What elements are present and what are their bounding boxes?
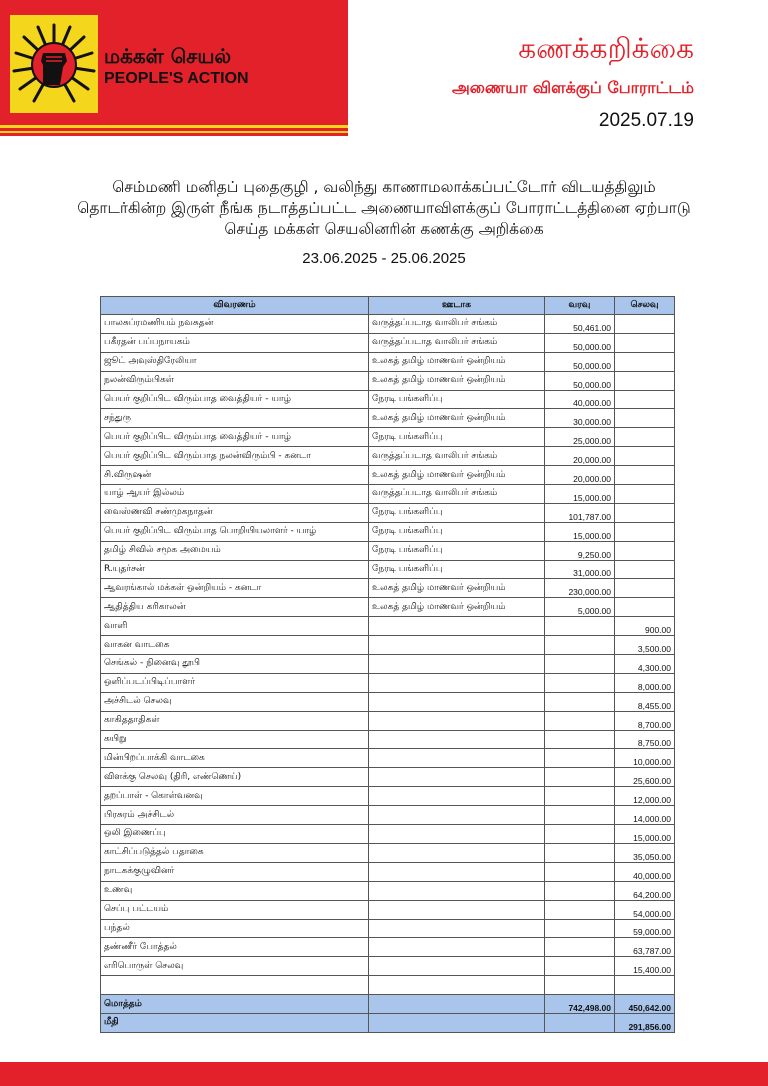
table-row — [101, 957, 675, 976]
expense-cell: 900.00 — [615, 617, 675, 636]
description-cell: ஒளிப்படப்பிடிப்பாளர் — [101, 673, 369, 692]
table-row — [101, 333, 675, 352]
table-row — [101, 598, 675, 617]
table-row — [101, 371, 675, 390]
table-row — [101, 825, 675, 844]
description-cell: விளக்கு செலவு (திரி, எண்ணெய்) — [101, 768, 369, 787]
expense-cell: 8,455.00 — [615, 692, 675, 711]
income-cell — [545, 938, 615, 957]
table-row — [101, 579, 675, 598]
via-cell — [369, 843, 545, 862]
via-cell: நேரடி பங்களிப்பு — [369, 541, 545, 560]
table-row — [101, 711, 675, 730]
via-cell — [369, 806, 545, 825]
table-row — [101, 560, 675, 579]
table-row — [101, 315, 675, 334]
description-cell: காகிததாதிகள் — [101, 711, 369, 730]
via-cell: நேரடி பங்களிப்பு — [369, 390, 545, 409]
expense-cell — [615, 390, 675, 409]
income-cell: 9,250.00 — [545, 541, 615, 560]
column-header-income: வரவு — [545, 297, 615, 315]
income-cell — [545, 787, 615, 806]
income-cell — [545, 843, 615, 862]
via-cell — [369, 749, 545, 768]
description-cell: செப்பு பட்டயம் — [101, 900, 369, 919]
table-row — [101, 768, 675, 787]
table-row — [101, 409, 675, 428]
expense-cell: 4,300.00 — [615, 655, 675, 674]
via-cell — [369, 995, 545, 1014]
table-row — [101, 730, 675, 749]
via-cell — [369, 673, 545, 692]
description-cell: ஆதித்திய கரிகாலன் — [101, 598, 369, 617]
expense-cell: 8,700.00 — [615, 711, 675, 730]
income-cell — [545, 768, 615, 787]
via-cell: உலகத் தமிழ் மாணவர் ஒன்றியம் — [369, 352, 545, 371]
via-cell — [369, 617, 545, 636]
income-cell: 20,000.00 — [545, 466, 615, 485]
description-cell: சி.விருஷன் — [101, 466, 369, 485]
description-cell: காட்சிப்படுத்தல் பதாகை — [101, 843, 369, 862]
via-cell: நேரடி பங்களிப்பு — [369, 522, 545, 541]
report-date: 2025.07.19 — [598, 110, 694, 131]
income-cell — [545, 806, 615, 825]
via-cell: உலகத் தமிழ் மாணவர் ஒன்றியம் — [369, 371, 545, 390]
table-row — [101, 617, 675, 636]
via-cell: நேரடி பங்களிப்பு — [369, 428, 545, 447]
report-subtitle: அணையா விளக்குப் போராட்டம் — [452, 78, 694, 97]
expense-cell — [615, 541, 675, 560]
table-row — [101, 636, 675, 655]
expense-cell: 35,050.00 — [615, 843, 675, 862]
description-cell: நலன்விரும்பிகள் — [101, 371, 369, 390]
description-cell: அச்சிடல் செலவு — [101, 692, 369, 711]
column-header-description: விவரணம் — [101, 297, 369, 315]
description-cell: பெயர் குறிப்பிட விரும்பாத வைத்தியர் - யாழ் — [101, 390, 369, 409]
income-cell — [545, 825, 615, 844]
via-cell — [369, 957, 545, 976]
table-row — [101, 881, 675, 900]
income-cell: 50,461.00 — [545, 315, 615, 334]
table-row — [101, 655, 675, 674]
table-row — [101, 503, 675, 522]
income-cell: 230,000.00 — [545, 579, 615, 598]
table-row — [101, 976, 675, 995]
raised-fist-sunburst-icon — [10, 15, 98, 113]
income-cell — [545, 673, 615, 692]
via-cell — [369, 938, 545, 957]
via-cell — [369, 976, 545, 995]
via-cell — [369, 825, 545, 844]
via-cell: உலகத் தமிழ் மாணவர் ஒன்றியம் — [369, 466, 545, 485]
table-row — [101, 806, 675, 825]
table-row — [101, 900, 675, 919]
via-cell: வருத்தப்படாத வாலிபர் சங்கம் — [369, 333, 545, 352]
description-cell: கயிறு — [101, 730, 369, 749]
heading-line: தொடர்கின்ற இருள் நீங்க நடாத்தப்பட்ட அணையாவிளக்குப் போராட்டத்தினை ஏற்பாடு — [77, 199, 691, 217]
via-cell — [369, 919, 545, 938]
income-cell — [545, 1013, 615, 1032]
income-cell: 15,000.00 — [545, 522, 615, 541]
income-cell — [545, 976, 615, 995]
via-cell: நேரடி பங்களிப்பு — [369, 560, 545, 579]
table-row — [101, 390, 675, 409]
description-cell: பாலசுப்ரமணியம் நவசுதன் — [101, 315, 369, 334]
via-cell — [369, 1013, 545, 1032]
via-cell: உலகத் தமிழ் மாணவர் ஒன்றியம் — [369, 598, 545, 617]
expense-cell: 63,787.00 — [615, 938, 675, 957]
expense-cell: 3,500.00 — [615, 636, 675, 655]
income-cell — [545, 900, 615, 919]
total-row — [101, 995, 675, 1014]
total-expense: 450,642.00 — [615, 995, 675, 1014]
description-cell: ஜூட் அவுஸ்திரேலியா — [101, 352, 369, 371]
table-row — [101, 447, 675, 466]
description-cell: பெயர் குறிப்பிட விரும்பாத வைத்தியர் - யாழ் — [101, 428, 369, 447]
expense-cell: 25,600.00 — [615, 768, 675, 787]
expense-cell — [615, 522, 675, 541]
via-cell — [369, 881, 545, 900]
expense-cell — [615, 466, 675, 485]
table-row — [101, 938, 675, 957]
balance-row — [101, 1013, 675, 1032]
org-name-tamil: மக்கள் செயல் — [104, 44, 232, 68]
description-cell: மின்பிறப்பாக்கி வாடகை — [101, 749, 369, 768]
income-cell — [545, 957, 615, 976]
via-cell — [369, 636, 545, 655]
balance-amount: 291,856.00 — [615, 1013, 675, 1032]
income-cell — [545, 919, 615, 938]
description-cell: எரிபொருள் செலவு — [101, 957, 369, 976]
table-row — [101, 352, 675, 371]
via-cell — [369, 711, 545, 730]
income-cell: 5,000.00 — [545, 598, 615, 617]
expense-cell — [615, 976, 675, 995]
description-cell: ஆவரங்கால் மக்கள் ஒன்றியம் - கனடா — [101, 579, 369, 598]
via-cell: வருத்தப்படாத வாலிபர் சங்கம் — [369, 485, 545, 504]
description-cell: பெயர் குறிப்பிட விரும்பாத நலன்விரும்பி - கனடா — [101, 447, 369, 466]
table-row — [101, 843, 675, 862]
expense-cell: 15,400.00 — [615, 957, 675, 976]
description-cell: தண்ணீர் போத்தல் — [101, 938, 369, 957]
table-row — [101, 673, 675, 692]
heading-line: செய்த மக்கள் செயலினரின் கணக்கு அறிக்கை — [224, 220, 544, 238]
table-row — [101, 541, 675, 560]
expense-cell: 10,000.00 — [615, 749, 675, 768]
expense-cell — [615, 560, 675, 579]
income-cell — [545, 749, 615, 768]
expense-cell: 8,000.00 — [615, 673, 675, 692]
description-cell: உணவு — [101, 881, 369, 900]
footer-banner — [0, 1062, 768, 1086]
description-cell: பந்தல் — [101, 919, 369, 938]
description-cell: பிரசுரம் அச்சிடல் — [101, 806, 369, 825]
expense-cell: 40,000.00 — [615, 862, 675, 881]
via-cell: நேரடி பங்களிப்பு — [369, 503, 545, 522]
income-cell: 101,787.00 — [545, 503, 615, 522]
table-header-row — [101, 297, 675, 315]
header-stripe — [0, 131, 348, 133]
expense-cell — [615, 409, 675, 428]
expense-cell: 12,000.00 — [615, 787, 675, 806]
income-cell — [545, 636, 615, 655]
income-cell — [545, 730, 615, 749]
expense-cell — [615, 447, 675, 466]
description-cell — [101, 976, 369, 995]
expense-cell: 59,000.00 — [615, 919, 675, 938]
table-row — [101, 522, 675, 541]
document-heading — [0, 177, 768, 240]
description-cell: பெயர் குறிப்பிட விரும்பாத பொறியியலாளர் - யாழ் — [101, 522, 369, 541]
income-cell: 25,000.00 — [545, 428, 615, 447]
expense-cell — [615, 485, 675, 504]
via-cell — [369, 862, 545, 881]
description-cell: வாளி — [101, 617, 369, 636]
table-body — [101, 315, 675, 1033]
description-cell: சந்துரு — [101, 409, 369, 428]
heading-line: செம்மணி மனிதப் புதைகுழி , வலிந்து காணாமலாக்கப்பட்டோர் விடயத்திலும் — [112, 178, 656, 196]
report-title: கணக்கறிக்கை — [518, 32, 694, 65]
description-cell: வைஸ்ணவி சண்முகநாதன் — [101, 503, 369, 522]
expense-cell: 54,000.00 — [615, 900, 675, 919]
via-cell — [369, 692, 545, 711]
table-row — [101, 466, 675, 485]
expense-cell — [615, 371, 675, 390]
accounts-table — [100, 296, 675, 1033]
expense-cell — [615, 333, 675, 352]
via-cell: வருத்தப்படாத வாலிபர் சங்கம் — [369, 447, 545, 466]
income-cell: 31,000.00 — [545, 560, 615, 579]
income-cell — [545, 655, 615, 674]
expense-cell: 14,000.00 — [615, 806, 675, 825]
table-row — [101, 692, 675, 711]
via-cell — [369, 730, 545, 749]
income-cell: 50,000.00 — [545, 352, 615, 371]
income-cell: 50,000.00 — [545, 333, 615, 352]
org-name-english: PEOPLE'S ACTION — [104, 70, 249, 87]
table-row — [101, 428, 675, 447]
expense-cell — [615, 598, 675, 617]
income-cell — [545, 711, 615, 730]
header-stripe — [0, 125, 348, 128]
description-cell: யாழ் ஆயர் இல்லம் — [101, 485, 369, 504]
expense-cell — [615, 315, 675, 334]
expense-cell — [615, 352, 675, 371]
via-cell — [369, 655, 545, 674]
table-row — [101, 485, 675, 504]
expense-cell — [615, 503, 675, 522]
balance-label: மீதி — [101, 1013, 369, 1032]
expense-cell: 15,000.00 — [615, 825, 675, 844]
income-cell: 50,000.00 — [545, 371, 615, 390]
income-cell: 15,000.00 — [545, 485, 615, 504]
income-cell — [545, 881, 615, 900]
income-cell — [545, 862, 615, 881]
description-cell: நாடகக்குழுவினர் — [101, 862, 369, 881]
income-cell — [545, 617, 615, 636]
income-cell: 20,000.00 — [545, 447, 615, 466]
description-cell: தறப்பாள் - கொள்வனவு — [101, 787, 369, 806]
description-cell: தமிழ் சிவில் சமூக அமையம் — [101, 541, 369, 560]
income-cell — [545, 692, 615, 711]
via-cell — [369, 900, 545, 919]
via-cell: உலகத் தமிழ் மாணவர் ஒன்றியம் — [369, 579, 545, 598]
date-range: 23.06.2025 - 25.06.2025 — [302, 250, 466, 267]
income-cell: 40,000.00 — [545, 390, 615, 409]
description-cell: R.யுதர்சன் — [101, 560, 369, 579]
table-row — [101, 787, 675, 806]
description-cell: வாகன வாடகை — [101, 636, 369, 655]
table-row — [101, 862, 675, 881]
via-cell: உலகத் தமிழ் மாணவர் ஒன்றியம் — [369, 409, 545, 428]
via-cell — [369, 768, 545, 787]
total-label: மொத்தம் — [101, 995, 369, 1014]
table-row — [101, 749, 675, 768]
total-income: 742,498.00 — [545, 995, 615, 1014]
column-header-via: ஊடாக — [369, 297, 545, 315]
description-cell: பகீரதன் பப்பநாயகம் — [101, 333, 369, 352]
expense-cell: 8,750.00 — [615, 730, 675, 749]
via-cell: வருத்தப்படாத வாலிபர் சங்கம் — [369, 315, 545, 334]
expense-cell — [615, 579, 675, 598]
expense-cell — [615, 428, 675, 447]
description-cell: ஒலி இணைப்பு — [101, 825, 369, 844]
expense-cell: 64,200.00 — [615, 881, 675, 900]
table-row — [101, 919, 675, 938]
via-cell — [369, 787, 545, 806]
description-cell: செங்கல் - நினைவு தூபி — [101, 655, 369, 674]
column-header-expense: செலவு — [615, 297, 675, 315]
income-cell: 30,000.00 — [545, 409, 615, 428]
